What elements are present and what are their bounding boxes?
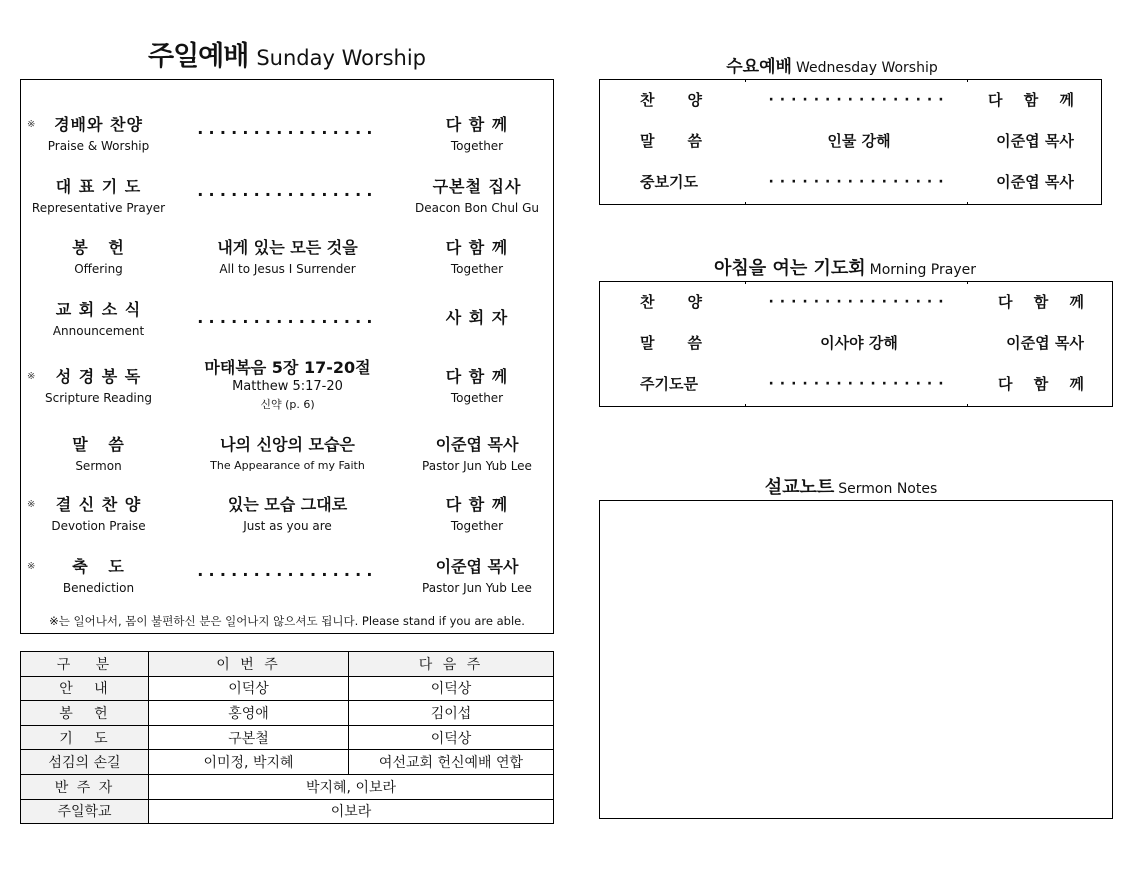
leader-en: Together [450,139,504,153]
scripture-page: 신약 (p. 6) [260,398,315,411]
role-cell: 안 내 [21,676,149,701]
label-char: 양 [687,293,702,311]
dot-leader: ················ [768,92,950,108]
header-role: 구 분 [21,652,149,677]
service-item-announcement [21,300,553,352]
item-ko: 축 도 [72,557,125,576]
leader: 이준엽 목사 [996,132,1074,150]
role-cell: 기 도 [21,725,149,750]
role-cell: 섬김의 손길 [21,750,149,775]
dot-leader: ................ [197,308,378,327]
label: 중보기도 [640,173,698,191]
item-en: Announcement [52,324,145,338]
next-week-cell: 이덕상 [349,725,554,750]
duty-roster-table [20,651,554,824]
leader-ko: 다 함 께 [445,238,509,257]
dot-leader: ················ [768,294,950,310]
item-en: Devotion Praise [51,519,146,533]
wednesday-title-ko: 수요예배 [726,57,792,77]
table-row [21,750,554,775]
column-tick [745,281,746,284]
next-week-cell: 여선교회 헌신예배 연합 [349,750,554,775]
leader-en: Pastor Jun Yub Lee [422,459,532,473]
sermon-topic: 인물 강해 [827,132,891,150]
table-row [21,725,554,750]
standing-note: ※는 일어나서, 몸이 불편하신 분은 일어나지 않으셔도 됩니다. Please stand if you are able. [49,614,525,628]
leader-en: Pastor Jun Yub Lee [422,581,532,595]
header-this-week: 이 번 주 [149,652,349,677]
leader-en: Together [450,262,504,276]
leader-en: Deacon Bon Chul Gu [415,201,539,215]
dot-leader: ················ [768,174,950,190]
leader: 다 함 께 [998,375,1092,393]
sermon-notes-area [599,500,1113,819]
merged-cell: 박지혜, 이보라 [149,774,554,799]
leader-ko: 다 함 께 [445,115,509,134]
leader: 다 함 께 [988,91,1082,109]
standing-mark: ※ [27,119,36,130]
table-row [21,799,554,824]
column-tick [967,202,968,205]
wednesday-title [599,52,1065,77]
sunday-title-ko: 주일예배 [147,41,249,72]
label-char: 씀 [687,132,702,150]
dot-leader: ................ [197,181,378,200]
this-week-cell: 홍영애 [149,701,349,726]
column-tick [745,79,746,82]
table-row [21,774,554,799]
morning-title-ko: 아침을 여는 기도회 [714,258,866,279]
morning-row-sermon [600,331,1112,355]
morning-row-lords-prayer [600,372,1112,396]
leader-ko: 다 함 께 [445,367,509,386]
hymn-ko: 내게 있는 모든 것을 [217,238,358,257]
wednesday-row-intercession [600,170,1101,194]
morning-title-en: Morning Prayer [869,262,976,278]
service-item-benediction [21,557,553,609]
sunday-order-of-service [20,79,554,634]
item-en: Sermon [75,459,122,473]
item-ko: 성 경 봉 독 [55,367,142,386]
leader-ko: 사 회 자 [445,308,509,327]
item-ko: 대 표 기 도 [55,177,142,196]
item-ko: 말 씀 [72,435,125,454]
column-tick [967,404,968,407]
leader-ko: 구본철 집사 [432,177,522,196]
standing-mark: ※ [27,371,36,382]
leader: 이준엽 목사 [1006,334,1084,352]
morning-row-praise [600,290,1112,314]
item-ko: 경배와 찬양 [54,115,143,134]
leader: 다 함 께 [998,293,1092,311]
hymn-en: All to Jesus I Surrender [219,262,356,276]
wednesday-title-en: Wednesday Worship [795,60,938,76]
item-en: Benediction [62,581,135,595]
item-en: Scripture Reading [45,391,152,405]
table-row [21,701,554,726]
label-char: 양 [687,91,702,109]
item-ko: 봉 헌 [72,238,125,257]
service-item-prayer [21,177,553,229]
this-week-cell: 이덕상 [149,676,349,701]
dot-leader: ................ [197,561,378,580]
leader-en: Together [450,519,504,533]
sermon-notes-title [599,473,1103,499]
morning-prayer-title [599,254,1091,280]
scripture-ref-ko: 마태복음 5장 17-20절 [204,358,371,377]
leader-en: Together [450,391,504,405]
sunday-title-en: Sunday Worship [256,46,426,70]
item-ko: 교 회 소 식 [55,300,142,319]
dot-leader: ················ [768,376,950,392]
notes-title-ko: 설교노트 [764,477,835,498]
sermon-title-en: The Appearance of my Faith [210,459,365,472]
scripture-ref-en: Matthew 5:17-20 [232,379,343,394]
column-tick [745,404,746,407]
table-row [21,676,554,701]
standing-mark: ※ [27,561,36,572]
hymn-en: Just as you are [243,519,332,533]
this-week-cell: 구본철 [149,725,349,750]
sunday-worship-title [20,34,554,73]
dot-leader: ................ [197,119,378,138]
label: 주기도문 [640,375,698,393]
leader-ko: 다 함 께 [445,495,509,514]
leader-ko: 이준엽 목사 [435,557,519,576]
role-cell: 주일학교 [21,799,149,824]
service-item-offering [21,238,553,290]
next-week-cell: 김이섭 [349,701,554,726]
label-char: 말 [640,334,655,352]
label-char: 말 [640,132,655,150]
label-char: 찬 [640,91,655,109]
role-cell: 봉 헌 [21,701,149,726]
morning-prayer-schedule [599,281,1113,407]
item-en: Representative Prayer [31,201,166,215]
service-item-devotion [21,495,553,547]
item-ko: 결 신 찬 양 [55,495,142,514]
this-week-cell: 이미정, 박지혜 [149,750,349,775]
next-week-cell: 이덕상 [349,676,554,701]
wednesday-row-praise [600,88,1101,112]
standing-mark: ※ [27,499,36,510]
table-header-row [21,652,554,677]
service-item-praise [21,115,553,167]
column-tick [967,79,968,82]
sermon-title-ko: 나의 신앙의 모습은 [220,435,355,454]
column-tick [745,202,746,205]
leader-ko: 이준엽 목사 [435,435,519,454]
hymn-ko: 있는 모습 그대로 [227,495,348,514]
leader: 이준엽 목사 [996,173,1074,191]
label-char: 씀 [687,334,702,352]
service-item-scripture [21,358,553,420]
header-next-week: 다 음 주 [349,652,554,677]
notes-title-en: Sermon Notes [838,481,938,497]
label-char: 찬 [640,293,655,311]
service-item-sermon [21,435,553,487]
item-en: Praise & Worship [47,139,150,153]
sermon-topic: 이사야 강해 [820,334,898,352]
wednesday-schedule [599,79,1102,205]
role-cell: 반 주 자 [21,774,149,799]
column-tick [967,281,968,284]
merged-cell: 이보라 [149,799,554,824]
wednesday-row-sermon [600,129,1101,153]
item-en: Offering [74,262,123,276]
